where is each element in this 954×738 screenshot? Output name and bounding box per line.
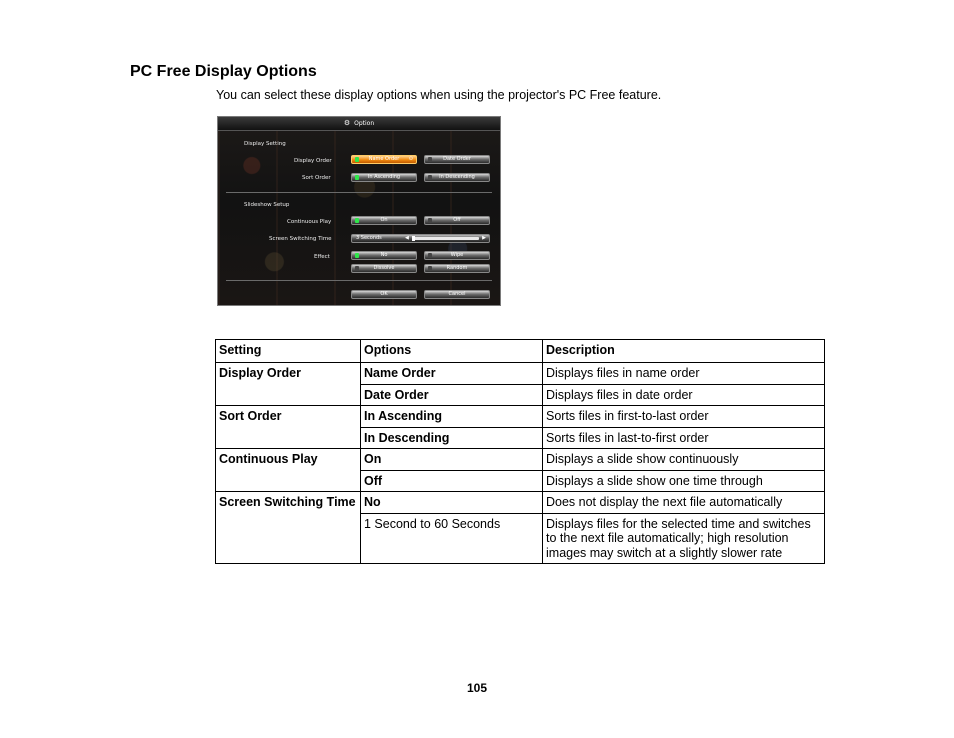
unselected-indicator-icon <box>428 253 432 258</box>
continuous-play-on-button[interactable] <box>351 216 417 225</box>
description-cell: Displays files in date order <box>543 384 825 406</box>
screen-switching-time-slider[interactable] <box>351 234 490 243</box>
date-order-label: Date Order <box>443 156 471 162</box>
unselected-indicator-icon <box>355 266 359 271</box>
selected-indicator-icon <box>355 157 359 162</box>
setting-cell: Screen Switching Time <box>216 492 361 564</box>
option-cell: Off <box>361 470 543 492</box>
unselected-indicator-icon <box>428 157 432 162</box>
slideshow-setup-label: Slideshow Setup <box>244 202 290 208</box>
table-row <box>216 363 825 385</box>
description-cell: Displays a slide show one time through <box>543 470 825 492</box>
no-label: No <box>380 252 388 258</box>
in-descending-button[interactable] <box>424 173 490 182</box>
unselected-indicator-icon <box>428 218 432 223</box>
osd-title: Option <box>354 120 375 127</box>
screen-switching-time-label: Screen Switching Time <box>269 236 332 242</box>
continuous-play-label: Continuous Play <box>287 219 332 225</box>
description-cell: Displays a slide show continuously <box>543 449 825 471</box>
description-cell: Displays files for the selected time and switches to the next file automatically; high resolution images may switch at a slightly slower rate <box>543 513 825 564</box>
ok-label: OK <box>380 291 388 297</box>
osd-divider <box>226 280 492 281</box>
display-options-table <box>215 339 825 564</box>
description-cell: Sorts files in last-to-first order <box>543 427 825 449</box>
page-number: 105 <box>466 681 488 695</box>
table-row <box>216 406 825 428</box>
selected-indicator-icon <box>355 218 359 223</box>
option-icon: ⚙ <box>343 119 351 127</box>
on-label: On <box>380 217 388 223</box>
option-cell: Name Order <box>361 363 543 385</box>
option-cell: On <box>361 449 543 471</box>
selected-indicator-icon <box>355 175 359 180</box>
cancel-button[interactable] <box>424 290 490 299</box>
option-cell: In Ascending <box>361 406 543 428</box>
in-ascending-label: In Ascending <box>367 174 401 180</box>
setting-cell: Display Order <box>216 363 361 406</box>
table-row <box>216 449 825 471</box>
option-cell: No <box>361 492 543 514</box>
name-order-button[interactable] <box>351 155 417 164</box>
off-label: Off <box>453 217 461 223</box>
display-order-label: Display Order <box>294 158 332 164</box>
effect-label: Effect <box>314 254 330 260</box>
column-header-setting: Setting <box>216 340 361 363</box>
description-cell: Sorts files in first-to-last order <box>543 406 825 428</box>
page-heading: PC Free Display Options <box>130 63 317 80</box>
osd-divider <box>226 192 492 193</box>
ok-button[interactable] <box>351 290 417 299</box>
slider-left-arrow-icon[interactable]: ◀ <box>405 235 409 241</box>
setting-cell: Sort Order <box>216 406 361 449</box>
slider-track <box>414 237 479 240</box>
description-cell: Displays files in name order <box>543 363 825 385</box>
slider-value: 3 Seconds <box>356 235 382 241</box>
option-cell: Date Order <box>361 384 543 406</box>
display-setting-label: Display Setting <box>244 141 286 147</box>
description-cell: Does not display the next file automatically <box>543 492 825 514</box>
random-label: Random <box>446 265 468 271</box>
option-cell: In Descending <box>361 427 543 449</box>
name-order-label: Name Order <box>368 156 400 162</box>
table-row <box>216 492 825 514</box>
unselected-indicator-icon <box>428 175 432 180</box>
confirm-icon: ⊙ <box>408 156 413 162</box>
option-cell: 1 Second to 60 Seconds <box>361 513 543 564</box>
column-header-description: Description <box>543 340 825 363</box>
setting-cell: Continuous Play <box>216 449 361 492</box>
continuous-play-off-button[interactable] <box>424 216 490 225</box>
wipe-label: Wipe <box>450 252 464 258</box>
intro-text: You can select these display options when using the projector's PC Free feature. <box>216 88 662 102</box>
unselected-indicator-icon <box>428 266 432 271</box>
date-order-button[interactable] <box>424 155 490 164</box>
selected-indicator-icon <box>355 253 359 258</box>
effect-wipe-button[interactable] <box>424 251 490 260</box>
dissolve-label: Dissolve <box>373 265 395 271</box>
in-descending-label: In Descending <box>439 174 475 180</box>
effect-dissolve-button[interactable] <box>351 264 417 273</box>
slider-knob[interactable] <box>412 236 415 241</box>
cancel-label: Cancel <box>448 291 466 297</box>
effect-no-button[interactable] <box>351 251 417 260</box>
in-ascending-button[interactable] <box>351 173 417 182</box>
table-header-row <box>216 340 825 363</box>
osd-title-bar <box>218 117 500 131</box>
slider-right-arrow-icon[interactable]: ▶ <box>482 235 486 241</box>
sort-order-label: Sort Order <box>302 175 331 181</box>
effect-random-button[interactable] <box>424 264 490 273</box>
column-header-options: Options <box>361 340 543 363</box>
option-menu-screenshot <box>217 116 501 306</box>
